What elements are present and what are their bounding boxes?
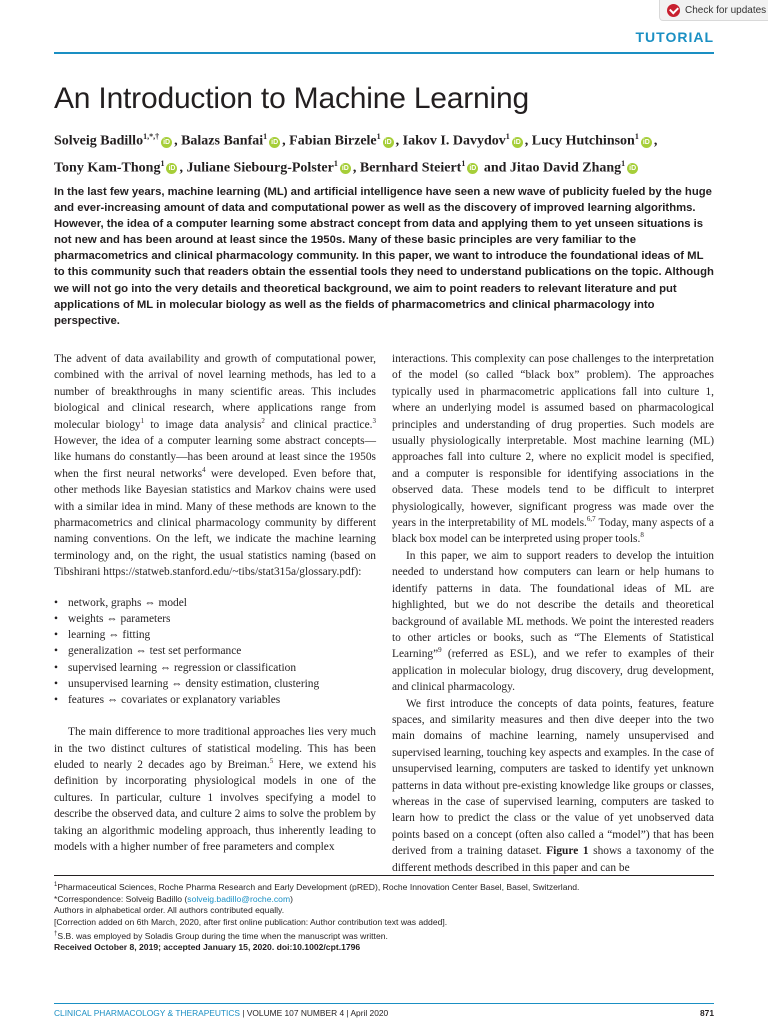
abstract: In the last few years, machine learning (ML) and artificial intelligence have seen a new wave of publicity fueled by the huge and ever-increasing amount of data and computational power as well as the discovery of improved learning algorithms. However, the idea of a computer learning some abstract concept from data and applying them to yet unseen situations is not new and has been around at least since the 1950s. Many of these basic principles are very familiar to the pharmacometrics and clinical pharmacology community. In this paper, we want to introduce the foundational ideas of ML to this community such that readers obtain the essential tools they need to understand publications on the topic. Although we will not go into the very details and theoretical background, we aim to point readers to relevant literature and put applications of ML in molecular biology as well as the fields of pharmacometrics and clinical pharmacology into perspective. (54, 186, 714, 327)
orcid-icon[interactable]: iD (341, 165, 349, 173)
author-affiliation-mark: 1,*,† (143, 132, 160, 141)
footnote-text: S.B. was employed by Soladis Group during the time when the manuscript was written. (57, 930, 388, 941)
author-affiliation-mark: 1 (333, 158, 338, 168)
author-separator: , (282, 133, 286, 149)
footnote-affiliation (54, 880, 714, 894)
header-rule (54, 52, 714, 54)
author-separator: , (395, 133, 400, 149)
author-separator: , (524, 133, 529, 149)
footer-rule (54, 1003, 714, 1004)
orcid-icon[interactable]: iD (163, 138, 171, 146)
list-item: • supervised learning ⇔ regression or classification (54, 660, 376, 676)
footnote-employment (54, 929, 714, 943)
orcid-icon[interactable]: iD (384, 138, 392, 146)
check-for-updates-badge[interactable] (659, 0, 768, 21)
paragraph (54, 351, 376, 581)
footnote-text: *Correspondence: Solveig Badillo ( (54, 893, 188, 904)
section-label: TUTORIAL (635, 29, 714, 45)
paragraph (392, 548, 714, 696)
author-affiliation-mark: 1 (160, 158, 165, 168)
text-run: shows a taxonomy of the different methods described in this paper and can be (392, 845, 714, 874)
text-run: were developed. Even before that, other methods like Bayesian statistics and Markov chains were used with a similar idea in mind. Many of these methods are known to the pharmacometrics and clinical pharmacology community by different naming conventions. On the left, we indicate the machine learning terminology and, on the right, the usual statistics naming (based on Tibshirani https://statweb.stanford.edu/~tibs/stat315a/glossary.pdf): (54, 467, 376, 579)
author-name: Lucy Hutchinson (531, 133, 635, 149)
list-item: • learning ⇔ fitting (54, 627, 376, 643)
article-title: An Introduction to Machine Learning (54, 82, 529, 115)
author-affiliation-mark: 1 (461, 158, 466, 168)
author-name: Fabian Birzele (289, 133, 377, 149)
author-name: Balazs Banfai (181, 133, 264, 149)
citation-ref[interactable]: 1 (140, 416, 145, 425)
paragraph (392, 351, 714, 548)
citation-ref[interactable]: 3 (372, 416, 376, 425)
text-run: interactions. This complexity can pose challenges to the interpretation of the model (so called “black box” problem). The approaches typically used in pharmacometric applications fall into culture 1, where an underlying model is assumed based on pharmacological principles and understanding of drug properties. Such models are usually physiologically interpretable. Most machine learning (ML) approaches fall into culture 2, where no explicit model is specified, and a computer is responsible for identifying associations in the observed data. These models tend to be difficult to interpret physiologically, however, significant progress was made over the years in the interpretability of ML models. (392, 353, 714, 530)
journal-info (54, 1008, 388, 1018)
citation-ref[interactable]: 4 (202, 466, 206, 475)
footnote-correction: [Correction added on 6th March, 2020, after first online publication: Author contribution text was added]. (54, 916, 448, 927)
footnote-received: Received October 8, 2019; accepted January 15, 2020. doi:10.1002/cpt.1796 (54, 942, 361, 953)
list-item: • generalization ⇔ test set performance (54, 643, 376, 659)
footnote-text: ) (290, 893, 293, 904)
text-run: to image data analysis (144, 418, 262, 431)
journal-name[interactable]: CLINICAL PHARMACOLOGY & THERAPEUTICS (54, 1008, 240, 1018)
text-run: Here, we extend his definition by incorporating physiological models in one of the cultures. In particular, culture 1 involves specifying a model to describe the observed data, and culture 2 aims to solve the problem by taking an algorithmic modeling approach, thus inherently leading to models with a higher number of free parameters and complex (54, 758, 376, 853)
text-run: and clinical practice. (264, 418, 373, 431)
citation-ref[interactable]: 6,7 (586, 515, 596, 524)
list-item: • unsupervised learning ⇔ density estimation, clustering (54, 676, 376, 692)
footnote-text: Pharmaceutical Sciences, Roche Pharma Research and Early Development (pRED), Roche Innovation Center Basel, Basel, Switzerland. (57, 881, 580, 892)
author-affiliation-mark: 1 (376, 132, 381, 141)
author-separator: , (653, 133, 658, 149)
text-run: In this paper, we aim to support readers to develop the intuition needed to understand how computers can learn or help humans to identify patterns in data. The foundational ideas of ML are highlighted, but we do not describe the details and theoretical background of available ML methods. We point the interested readers to other articles or books, such as “The Elements of Statistical Learning” (392, 549, 714, 661)
footnote-mark: 1 (54, 882, 58, 888)
text-run: Today, many aspects of a black box model can be interpreted using proper tools. (392, 517, 714, 546)
author-list (54, 126, 714, 179)
list-item: • features ⇔ covariates or explanatory variables (54, 692, 376, 708)
list-item: • weights ⇔ parameters (54, 611, 376, 627)
journal-issue: | VOLUME 107 NUMBER 4 | April 2020 (240, 1008, 389, 1018)
page-number: 871 (700, 1008, 714, 1018)
author-affiliation-mark: 1 (621, 158, 626, 168)
author-name: Iakov I. Davydov (402, 133, 506, 149)
list-item: • network, graphs ⇔ model (54, 595, 376, 611)
paragraph (392, 696, 714, 876)
author-affiliation-mark: 1 (263, 132, 268, 141)
footnote-rule (54, 875, 714, 876)
orcid-icon[interactable]: iD (469, 165, 477, 173)
check-for-updates-label: Check for updates (685, 4, 767, 16)
author-name: Solveig Badillo (54, 133, 144, 149)
orcid-icon[interactable]: iD (168, 165, 176, 173)
text-run: (referred as ESL), and we refer to examples of their application in molecular biology, drug discovery, drug development, and clinical pharmacology. (392, 648, 714, 694)
author-separator: , (174, 133, 178, 149)
text-run: However, the idea of a computer learning some abstract concepts—like humans do constantly—has been around at least since the 1950s when the first neural networks (54, 435, 376, 480)
citation-ref[interactable]: 8 (640, 531, 644, 540)
author-separator: , (179, 160, 183, 176)
text-run: The main difference to more traditional approaches lies very much in the two distinct cultures of statistical modeling. This has been eluded to nearly 2 decades ago by Breiman. (54, 726, 376, 771)
citation-ref[interactable]: 9 (438, 646, 442, 655)
text-run: The advent of data availability and growth of computational power, combined with the arrival of novel learning methods, has led to a number of breakthroughs in many scientific areas. This includes biological and clinical research, where applications range from molecular biology (54, 353, 376, 431)
paragraph (54, 724, 376, 855)
citation-ref[interactable]: 5 (269, 757, 274, 766)
footnote-correspondence (54, 894, 714, 906)
author-name: Jitao David Zhang (509, 160, 622, 176)
text-run: We first introduce the concepts of data points, features, feature spaces, and similarity measures and then dive deeper into the two main domains of machine learning, namely unsupervised and supervised learning, touching key aspects and examples. In the case of unsupervised learning, computers are tasked to identify yet unknown patterns in data without pre-existing knowledge like groups or classes, whereas in the case of supervised learning, computers are tasked to learn how to predict the class or the value of yet unobserved data points based on a concept (often also called a “model”) that has been derived from a training dataset. (392, 697, 714, 858)
author-affiliation-mark: 1 (505, 132, 510, 141)
citation-ref[interactable]: 2 (261, 416, 265, 425)
author-connector-and: and (483, 160, 507, 176)
orcid-icon[interactable]: iD (271, 138, 279, 146)
orcid-icon[interactable]: iD (513, 138, 521, 146)
footnotes (54, 880, 714, 954)
author-affiliation-mark: 1 (634, 132, 639, 141)
author-separator: , (352, 160, 357, 176)
author-name: Juliane Siebourg-Polster (186, 160, 334, 176)
footnote-mark: † (54, 930, 58, 937)
check-updates-icon (667, 4, 680, 17)
correspondence-email-link[interactable]: solveig.badillo@roche.com (187, 893, 291, 904)
figure-ref[interactable]: Figure 1 (546, 845, 589, 858)
orcid-icon[interactable]: iD (629, 165, 637, 173)
body-column-left (54, 351, 376, 855)
body-column-right (392, 351, 714, 876)
author-name: Bernhard Steiert (359, 160, 462, 176)
orcid-icon[interactable]: iD (642, 138, 650, 146)
terminology-list (54, 595, 376, 708)
footnote-order: Authors in alphabetical order. All authors contributed equally. (54, 905, 285, 916)
author-name: Tony Kam-Thong (54, 160, 161, 176)
